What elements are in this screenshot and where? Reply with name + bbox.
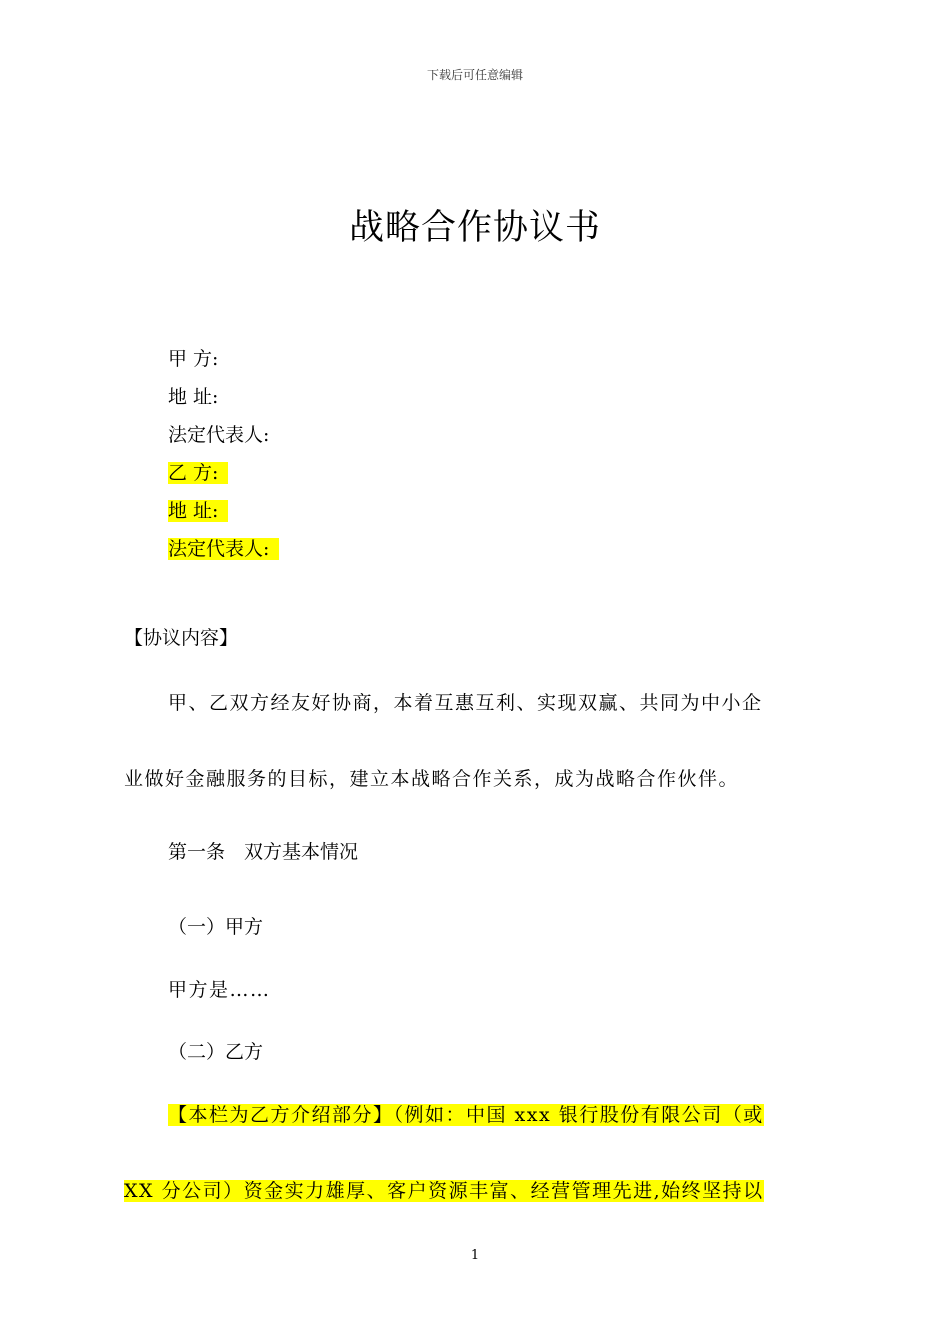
subsection-2-line-1 (168, 1100, 764, 1127)
subsection-2-title: （二）乙方 (168, 1041, 264, 1063)
party-a-rep-label: 法定代表人: (168, 424, 270, 446)
party-b-name-label (168, 460, 228, 486)
subsection-2-line-2 (124, 1176, 764, 1203)
page-number: 1 (470, 1248, 480, 1263)
party-b-address-highlight: 地 址: (168, 500, 228, 522)
agreement-section-title: 【协议内容】 (124, 627, 239, 649)
party-b-rep-label (168, 536, 279, 562)
party-b-rep-highlight: 法定代表人: (168, 538, 279, 560)
subsection-1-title: （一）甲方 (168, 916, 264, 938)
subsection-2-line-2-highlight: XX 分公司）资金实力雄厚、客户资源丰富、经营管理先进,始终坚持以 (124, 1180, 764, 1202)
party-b-name-highlight: 乙 方: (168, 462, 228, 484)
subsection-1-text: 甲方是…… (168, 979, 271, 1001)
article-1-title: 第一条 双方基本情况 (168, 841, 359, 863)
party-b-address-label (168, 498, 228, 524)
intro-line-2: 业做好金融服务的目标，建立本战略合作关系，成为战略合作伙伴。 (124, 768, 740, 790)
document-title: 战略合作协议书 (348, 208, 601, 248)
subsection-2-line-1-highlight: 【本栏为乙方介绍部分】（例如：中国 xxx 银行股份有限公司（或 (168, 1104, 764, 1126)
party-a-name-label: 甲 方: (168, 348, 219, 370)
intro-line-1: 甲、乙双方经友好协商，本着互惠互利、实现双赢、共同为中小企 (168, 692, 763, 714)
party-a-address-label: 地 址: (168, 386, 219, 408)
page-header: 下载后可任意编辑 (426, 68, 523, 82)
